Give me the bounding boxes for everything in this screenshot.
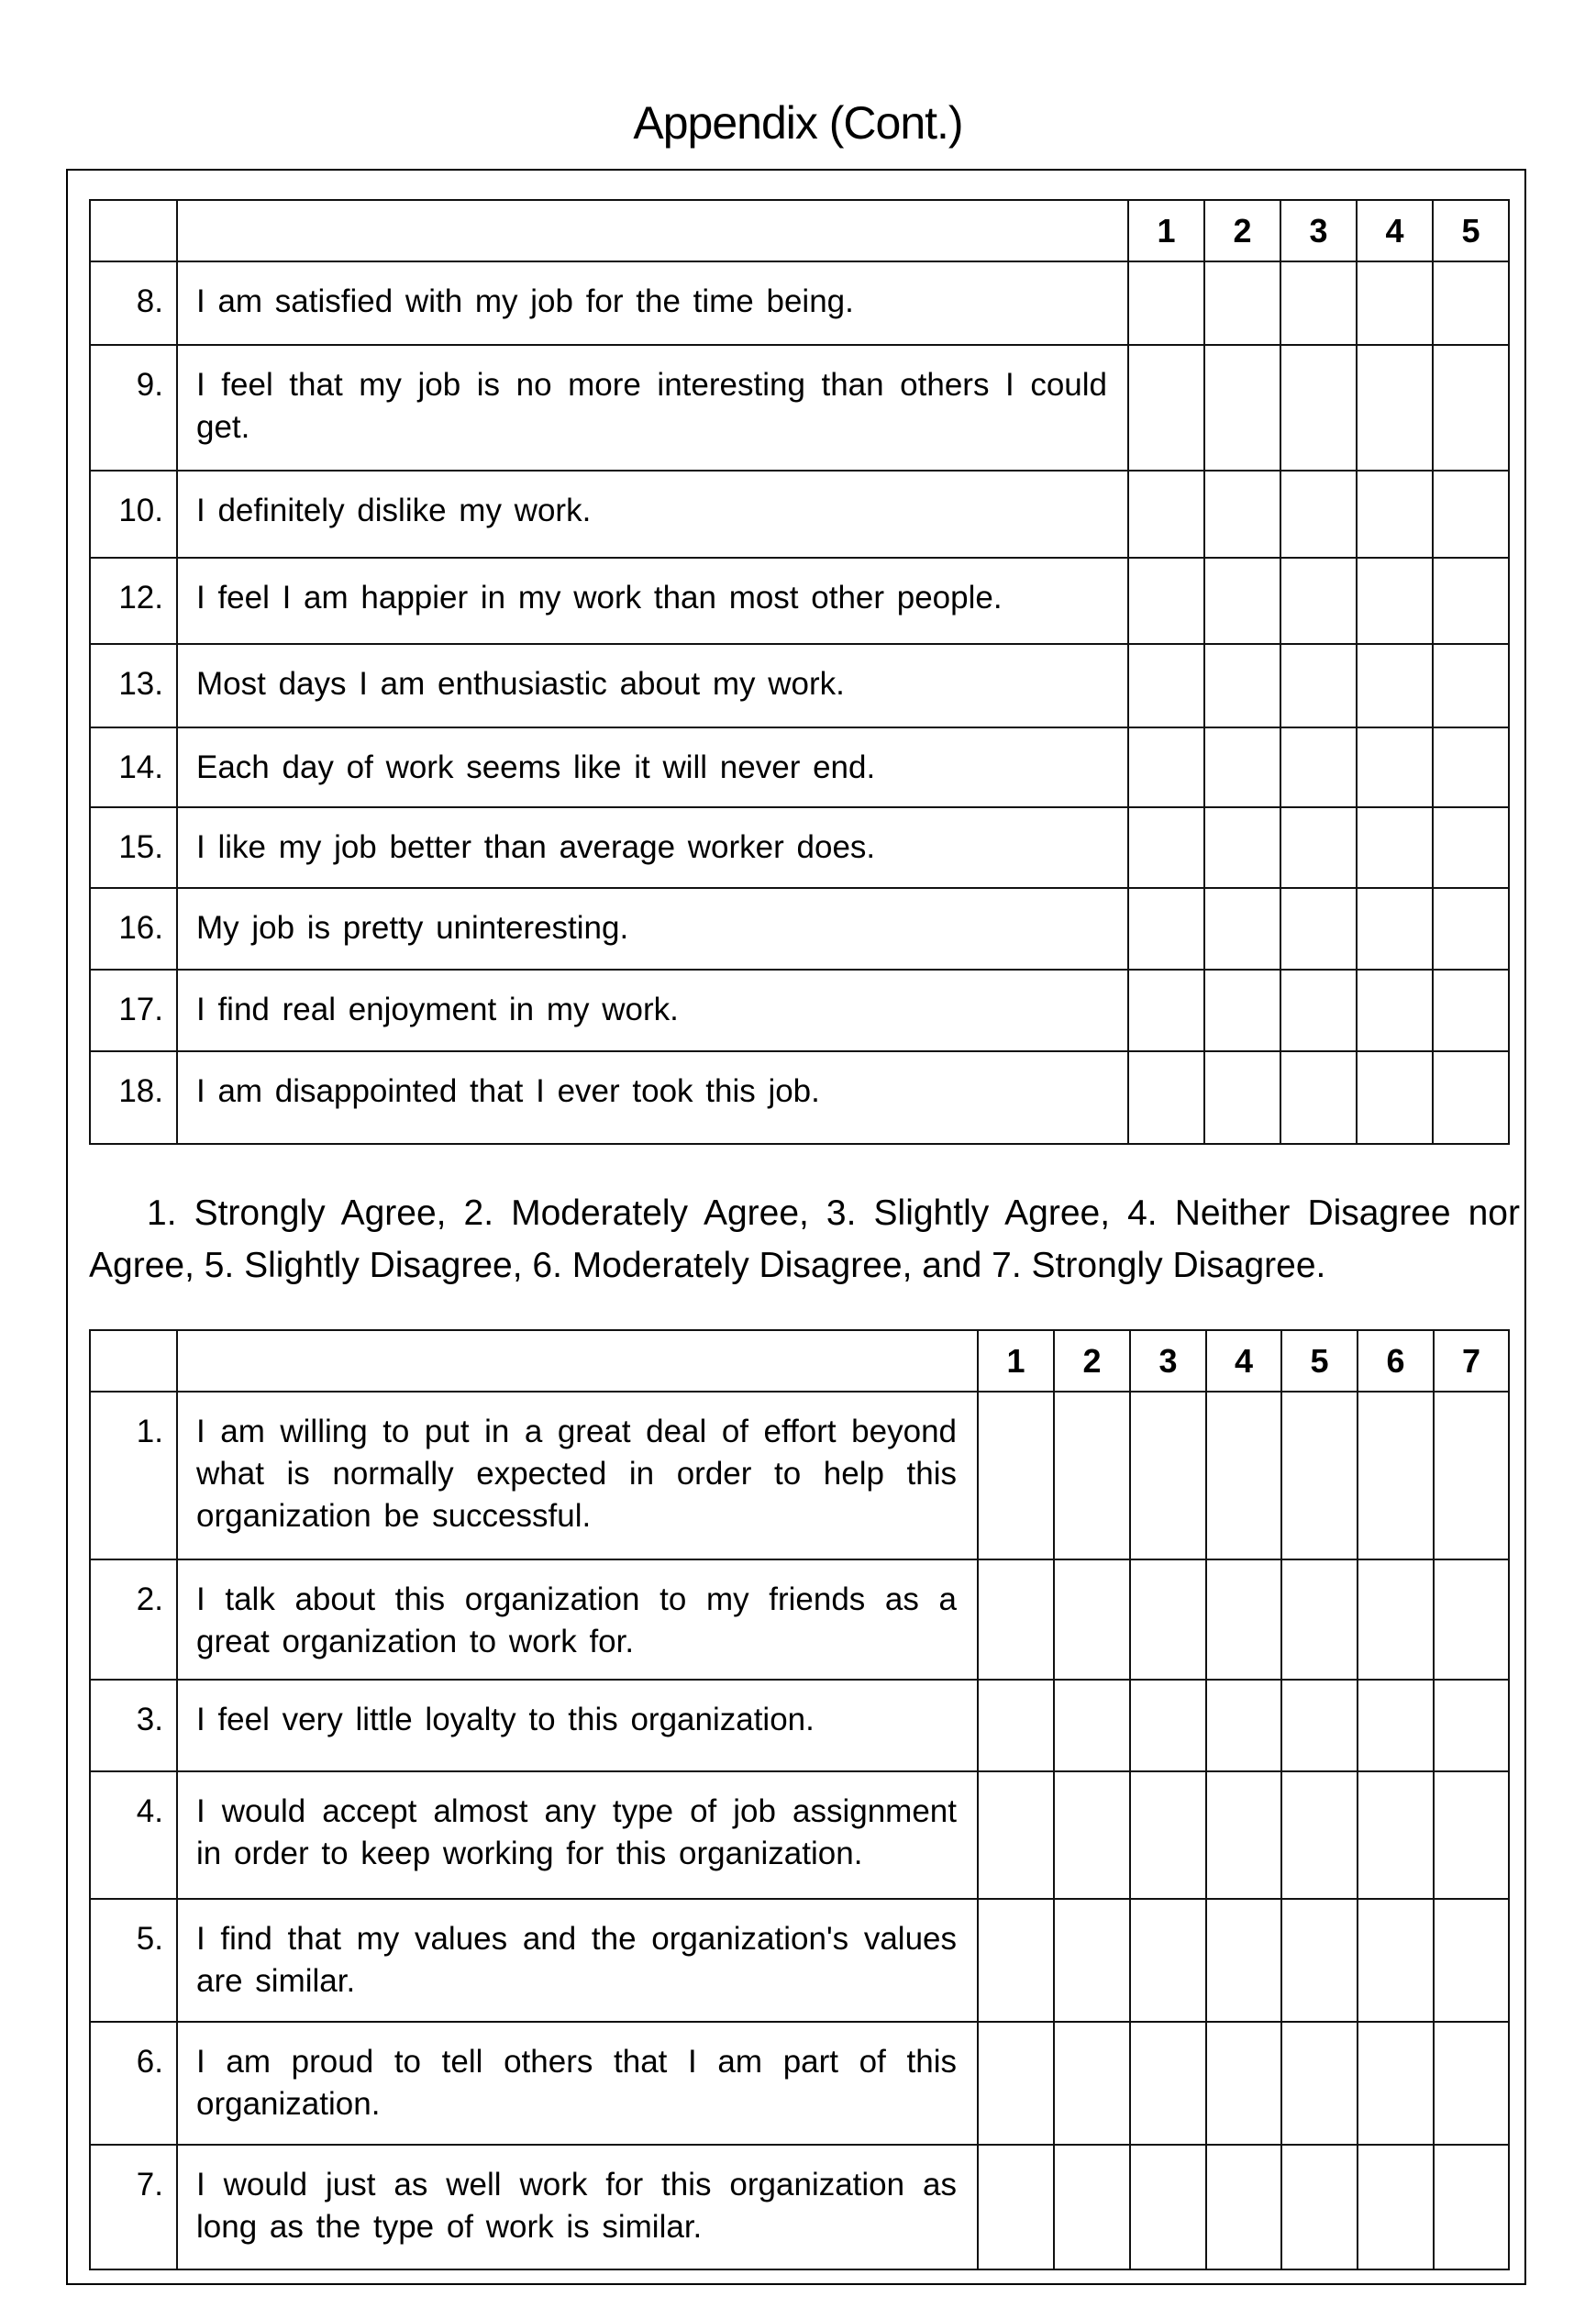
rating-cell-4[interactable] <box>1357 471 1433 558</box>
item-text: I like my job better than average worker does. <box>177 807 1128 888</box>
item-text: My job is pretty uninteresting. <box>177 888 1128 970</box>
rating-cell-6[interactable] <box>1358 1680 1434 1771</box>
rating-cell-6[interactable] <box>1358 2145 1434 2269</box>
table-row <box>90 261 1509 345</box>
item-number: 12. <box>90 558 177 644</box>
rating-cell-5[interactable] <box>1433 644 1509 727</box>
page-title: Appendix (Cont.) <box>633 97 963 149</box>
rating-cell-3[interactable] <box>1130 1559 1206 1680</box>
table-row <box>90 345 1509 471</box>
rating-cell-2[interactable] <box>1204 807 1280 888</box>
item-text: I am willing to put in a great deal of effort beyond what is normally expected in order to help this organization be successful. <box>177 1392 978 1559</box>
rating-cell-4[interactable] <box>1357 345 1433 471</box>
rating-cell-3[interactable] <box>1280 644 1357 727</box>
rating-cell-5[interactable] <box>1433 558 1509 644</box>
item-text: I talk about this organization to my friends as a great organization to work for. <box>177 1559 978 1680</box>
table-row <box>90 1771 1509 1899</box>
item-number: 2. <box>90 1559 177 1680</box>
table-row <box>90 1051 1509 1144</box>
table-row <box>90 1392 1509 1559</box>
item-text: I am disappointed that I ever took this job. <box>177 1051 1128 1144</box>
rating-cell-7[interactable] <box>1434 1392 1509 1559</box>
item-number: 10. <box>90 471 177 558</box>
rating-cell-1[interactable] <box>978 1559 1054 1680</box>
rating-cell-4[interactable] <box>1357 644 1433 727</box>
table-row <box>90 2145 1509 2269</box>
rating-cell-7[interactable] <box>1434 1559 1509 1680</box>
rating-cell-7[interactable] <box>1434 2145 1509 2269</box>
rating-cell-4[interactable] <box>1357 970 1433 1051</box>
rating-cell-1[interactable] <box>1128 1051 1204 1144</box>
item-number: 3. <box>90 1680 177 1771</box>
rating-cell-1[interactable] <box>978 1392 1054 1559</box>
rating-cell-6[interactable] <box>1358 1899 1434 2022</box>
rating-cell-5[interactable] <box>1281 1771 1358 1899</box>
rating-cell-3[interactable] <box>1130 2145 1206 2269</box>
rating-cell-1[interactable] <box>1128 888 1204 970</box>
item-text: I am proud to tell others that I am part of this organization. <box>177 2022 978 2145</box>
rating-cell-3[interactable] <box>1130 1680 1206 1771</box>
rating-cell-2[interactable] <box>1054 1680 1130 1771</box>
rating-cell-3[interactable] <box>1130 2022 1206 2145</box>
item-text: I find that my values and the organization's values are similar. <box>177 1899 978 2022</box>
table-row <box>90 888 1509 970</box>
rating-cell-2[interactable] <box>1204 727 1280 807</box>
rating-cell-2[interactable] <box>1054 1899 1130 2022</box>
table-row <box>90 558 1509 644</box>
rating-cell-1[interactable] <box>1128 261 1204 345</box>
rating-cell-7[interactable] <box>1434 1680 1509 1771</box>
rating-cell-2[interactable] <box>1054 2022 1130 2145</box>
rating-cell-4[interactable] <box>1357 807 1433 888</box>
rating-cell-3[interactable] <box>1280 1051 1357 1144</box>
rating-cell-4[interactable] <box>1357 727 1433 807</box>
item-text: I would just as well work for this organization as long as the type of work is similar. <box>177 2145 978 2269</box>
rating-cell-2[interactable] <box>1204 558 1280 644</box>
table-row <box>90 644 1509 727</box>
rating-cell-2[interactable] <box>1054 1771 1130 1899</box>
item-number: 4. <box>90 1771 177 1899</box>
item-number: 5. <box>90 1899 177 2022</box>
rating-cell-3[interactable] <box>1130 1899 1206 2022</box>
scale-header: 6 <box>1358 1330 1434 1392</box>
rating-cell-5[interactable] <box>1433 970 1509 1051</box>
rating-cell-5[interactable] <box>1433 261 1509 345</box>
rating-cell-3[interactable] <box>1280 558 1357 644</box>
rating-cell-6[interactable] <box>1358 1771 1434 1899</box>
item-text: I would accept almost any type of job assignment in order to keep working for this organization. <box>177 1771 978 1899</box>
organizational-commitment-table <box>89 1329 1510 2270</box>
item-number: 16. <box>90 888 177 970</box>
item-number: 17. <box>90 970 177 1051</box>
table-row <box>90 471 1509 558</box>
rating-cell-6[interactable] <box>1358 1392 1434 1559</box>
scale-header: 5 <box>1281 1330 1358 1392</box>
rating-cell-5[interactable] <box>1281 2145 1358 2269</box>
table-row <box>90 807 1509 888</box>
rating-cell-4[interactable] <box>1357 1051 1433 1144</box>
rating-cell-1[interactable] <box>1128 558 1204 644</box>
header-text-cell <box>177 200 1128 261</box>
rating-cell-1[interactable] <box>978 1899 1054 2022</box>
rating-cell-5[interactable] <box>1281 1559 1358 1680</box>
rating-cell-4[interactable] <box>1206 2145 1281 2269</box>
table-row <box>90 2022 1509 2145</box>
rating-cell-3[interactable] <box>1280 970 1357 1051</box>
header-num-cell <box>90 1330 177 1392</box>
rating-cell-5[interactable] <box>1433 345 1509 471</box>
rating-cell-1[interactable] <box>1128 644 1204 727</box>
item-text: I feel very little loyalty to this organization. <box>177 1680 978 1771</box>
scale-header: 2 <box>1054 1330 1130 1392</box>
rating-cell-3[interactable] <box>1280 807 1357 888</box>
rating-cell-5[interactable] <box>1433 727 1509 807</box>
rating-cell-3[interactable] <box>1130 1392 1206 1559</box>
rating-cell-4[interactable] <box>1206 1392 1281 1559</box>
scale-legend: 1. Strongly Agree, 2. Moderately Agree, 3. Slightly Agree, 4. Neither Disagree nor Agree, 5. Slightly Disagree, 6. Moderately Disagree, and 7. Strongly Disagree. <box>89 1193 1520 1285</box>
scale-header: 4 <box>1206 1330 1281 1392</box>
rating-cell-1[interactable] <box>978 2022 1054 2145</box>
rating-cell-1[interactable] <box>1128 807 1204 888</box>
item-number: 7. <box>90 2145 177 2269</box>
rating-cell-1[interactable] <box>978 1680 1054 1771</box>
scale-header: 3 <box>1280 200 1357 261</box>
rating-cell-4[interactable] <box>1206 1771 1281 1899</box>
rating-cell-5[interactable] <box>1281 2022 1358 2145</box>
rating-cell-6[interactable] <box>1358 2022 1434 2145</box>
rating-cell-7[interactable] <box>1434 2022 1509 2145</box>
rating-cell-3[interactable] <box>1280 888 1357 970</box>
item-text: I feel I am happier in my work than most other people. <box>177 558 1128 644</box>
item-number: 6. <box>90 2022 177 2145</box>
header-num-cell <box>90 200 177 261</box>
table-header-row <box>90 200 1509 261</box>
item-number: 18. <box>90 1051 177 1144</box>
item-text: I find real enjoyment in my work. <box>177 970 1128 1051</box>
scale-header: 7 <box>1434 1330 1509 1392</box>
rating-cell-2[interactable] <box>1054 2145 1130 2269</box>
rating-cell-5[interactable] <box>1433 1051 1509 1144</box>
rating-cell-2[interactable] <box>1054 1559 1130 1680</box>
rating-cell-5[interactable] <box>1281 1392 1358 1559</box>
rating-cell-6[interactable] <box>1358 1559 1434 1680</box>
scale-header: 4 <box>1357 200 1433 261</box>
rating-cell-4[interactable] <box>1206 1559 1281 1680</box>
rating-cell-3[interactable] <box>1280 261 1357 345</box>
rating-cell-3[interactable] <box>1280 727 1357 807</box>
rating-cell-1[interactable] <box>1128 345 1204 471</box>
rating-cell-4[interactable] <box>1206 2022 1281 2145</box>
rating-cell-4[interactable] <box>1206 1899 1281 2022</box>
rating-cell-1[interactable] <box>1128 471 1204 558</box>
item-text: Most days I am enthusiastic about my work. <box>177 644 1128 727</box>
item-text: Each day of work seems like it will never end. <box>177 727 1128 807</box>
table-row <box>90 1559 1509 1680</box>
item-number: 8. <box>90 261 177 345</box>
table-row <box>90 1899 1509 2022</box>
item-number: 14. <box>90 727 177 807</box>
scale-header: 1 <box>1128 200 1204 261</box>
rating-cell-5[interactable] <box>1433 807 1509 888</box>
scale-header: 3 <box>1130 1330 1206 1392</box>
item-number: 1. <box>90 1392 177 1559</box>
item-number: 9. <box>90 345 177 471</box>
rating-cell-5[interactable] <box>1281 1899 1358 2022</box>
rating-cell-7[interactable] <box>1434 1771 1509 1899</box>
rating-cell-2[interactable] <box>1054 1392 1130 1559</box>
header-text-cell <box>177 1330 978 1392</box>
rating-cell-2[interactable] <box>1204 345 1280 471</box>
rating-cell-3[interactable] <box>1280 471 1357 558</box>
item-number: 15. <box>90 807 177 888</box>
table-row <box>90 727 1509 807</box>
rating-cell-2[interactable] <box>1204 888 1280 970</box>
rating-cell-1[interactable] <box>978 2145 1054 2269</box>
rating-cell-2[interactable] <box>1204 644 1280 727</box>
scale-header: 2 <box>1204 200 1280 261</box>
rating-cell-2[interactable] <box>1204 1051 1280 1144</box>
rating-cell-1[interactable] <box>1128 970 1204 1051</box>
item-text: I definitely dislike my work. <box>177 471 1128 558</box>
table-row <box>90 970 1509 1051</box>
scale-header: 5 <box>1433 200 1509 261</box>
rating-cell-4[interactable] <box>1206 1680 1281 1771</box>
job-satisfaction-table <box>89 199 1510 1145</box>
rating-cell-4[interactable] <box>1357 888 1433 970</box>
rating-cell-5[interactable] <box>1281 1680 1358 1771</box>
rating-cell-2[interactable] <box>1204 471 1280 558</box>
rating-cell-1[interactable] <box>978 1771 1054 1899</box>
rating-cell-5[interactable] <box>1433 888 1509 970</box>
rating-cell-5[interactable] <box>1433 471 1509 558</box>
rating-cell-2[interactable] <box>1204 970 1280 1051</box>
item-text: I am satisfied with my job for the time being. <box>177 261 1128 345</box>
rating-cell-2[interactable] <box>1204 261 1280 345</box>
rating-cell-4[interactable] <box>1357 261 1433 345</box>
rating-cell-4[interactable] <box>1357 558 1433 644</box>
scale-header: 1 <box>978 1330 1054 1392</box>
rating-cell-3[interactable] <box>1130 1771 1206 1899</box>
rating-cell-7[interactable] <box>1434 1899 1509 2022</box>
rating-cell-1[interactable] <box>1128 727 1204 807</box>
item-number: 13. <box>90 644 177 727</box>
table-row <box>90 1680 1509 1771</box>
item-text: I feel that my job is no more interesting than others I could get. <box>177 345 1128 471</box>
table-header-row <box>90 1330 1509 1392</box>
rating-cell-3[interactable] <box>1280 345 1357 471</box>
